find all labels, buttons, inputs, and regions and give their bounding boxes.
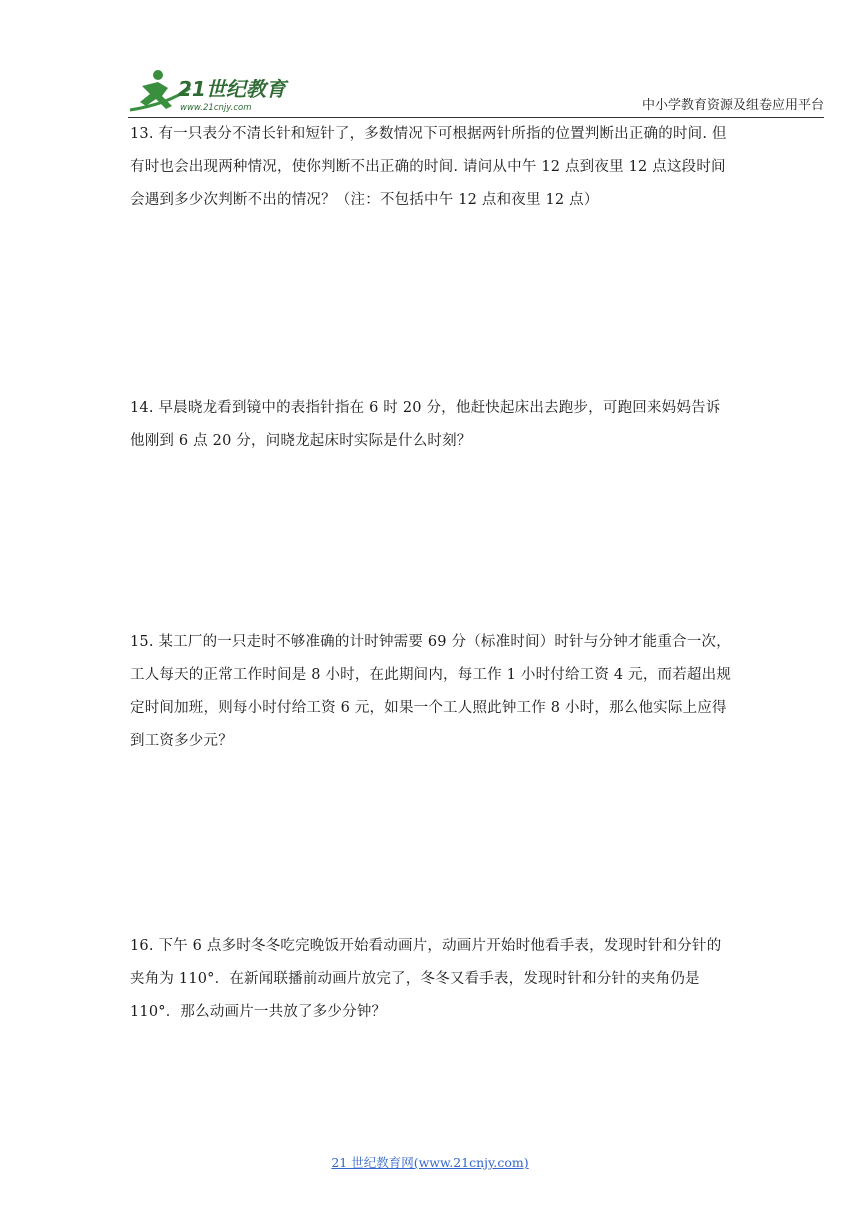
svg-text:www.21cnjy.com: www.21cnjy.com xyxy=(180,103,252,113)
page-footer xyxy=(0,1153,860,1171)
question-line: 13. 有一只表分不清长针和短针了，多数情况下可根据两针所指的位置判断出正确的时间. 但 xyxy=(130,126,727,142)
question-line: 夹角为 110°．在新闻联播前动画片放完了，冬冬又看手表，发现时针和分针的夹角仍是 xyxy=(130,971,700,987)
footer-link[interactable]: 21 世纪教育网(www.21cnjy.com) xyxy=(331,1155,529,1170)
question-line: 到工资多少元？ xyxy=(130,733,233,749)
question-line: 会遇到多少次判断不出的情况？（注：不包括中午 12 点和夜里 12 点） xyxy=(130,192,599,208)
question-14 xyxy=(130,392,742,458)
runner-logo-icon xyxy=(128,66,328,116)
question-line: 110°．那么动画片一共放了多少分钟？ xyxy=(130,1004,387,1020)
question-line: 14. 早晨晓龙看到镜中的表指针指在 6 时 20 分，他赶快起床出去跑步，可跑回来妈妈告诉 xyxy=(130,400,721,416)
question-line: 16. 下午 6 点多时冬冬吃完晚饭开始看动画片，动画片开始时他看手表，发现时针和分针的 xyxy=(130,938,722,954)
logo xyxy=(128,66,328,116)
page-header xyxy=(128,66,824,118)
question-16 xyxy=(130,930,742,1029)
question-15 xyxy=(130,626,742,758)
question-line: 他刚到 6 点 20 分，问晓龙起床时实际是什么时刻？ xyxy=(130,433,472,449)
question-line: 工人每天的正常工作时间是 8 小时，在此期间内，每工作 1 小时付给工资 4 元，而若超出规 xyxy=(130,667,732,683)
svg-text:21世纪教育: 21世纪教育 xyxy=(178,77,286,101)
platform-title: 中小学教育资源及组卷应用平台 xyxy=(641,98,824,113)
question-line: 定时间加班，则每小时付给工资 6 元，如果一个工人照此钟工作 8 小时，那么他实际上应得 xyxy=(130,700,727,716)
question-line: 有时也会出现两种情况，使你判断不出正确的时间. 请问从中午 12 点到夜里 12 点这段时间 xyxy=(130,159,726,175)
question-13 xyxy=(130,118,742,217)
question-line: 15. 某工厂的一只走时不够准确的计时钟需要 69 分（标准时间）时针与分钟才能重合一次， xyxy=(130,634,731,650)
